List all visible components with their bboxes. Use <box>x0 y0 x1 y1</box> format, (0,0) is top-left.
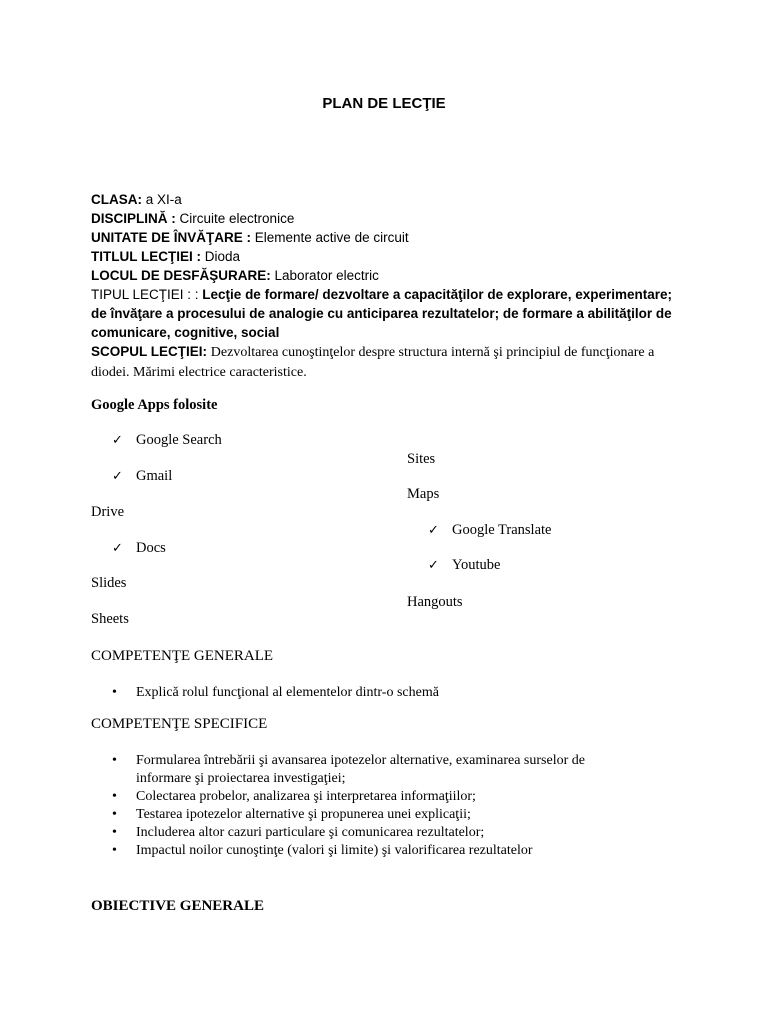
titlul-value: Dioda <box>204 249 241 264</box>
titlul-label: TITLUL LECŢIEI : <box>91 249 201 264</box>
app-docs <box>112 540 166 557</box>
check-icon: ✓ <box>428 522 439 537</box>
list-item: • Colectarea probelor, analizarea şi interpretarea informaţiilor; <box>112 788 632 806</box>
app-label: Maps <box>407 486 440 502</box>
info-tipul <box>91 285 681 342</box>
app-label: Slides <box>91 575 127 591</box>
tipul-value: Lecţie de formare/ dezvoltare a capacităţilor de explorare, experimentare; de învăţare a procesului de analogie cu anticiparea rezultatelor; de formare a abilităţilor de comunicare, cognitive, social <box>91 287 672 340</box>
check-icon: ✓ <box>112 540 123 555</box>
scopul-label: SCOPUL LECŢIEI: <box>91 344 208 359</box>
app-google-search <box>112 432 222 449</box>
info-clasa <box>91 190 681 209</box>
app-label: Docs <box>136 540 166 556</box>
page-title: PLAN DE LECŢIE <box>322 95 446 112</box>
clasa-value: a XI-a <box>145 192 182 207</box>
app-sites <box>407 451 435 468</box>
info-scopul <box>91 342 681 382</box>
competente-generale-heading: COMPETENŢE GENERALE <box>91 648 274 664</box>
app-label: Google Search <box>136 432 222 448</box>
list-item: • Impactul noilor cunoştinţe (valori şi limite) şi valorificarea rezultatelor <box>112 842 632 860</box>
app-hangouts <box>407 594 463 611</box>
app-label: Sites <box>407 451 436 467</box>
app-label: Drive <box>91 504 125 520</box>
disciplina-label: DISCIPLINĂ : <box>91 211 176 226</box>
unitate-value: Elemente active de circuit <box>254 230 409 245</box>
clasa-label: CLASA: <box>91 192 142 207</box>
unitate-label: UNITATE DE ÎNVĂŢARE : <box>91 230 251 245</box>
app-label: Hangouts <box>407 594 463 610</box>
info-unitate <box>91 228 681 247</box>
app-gmail <box>112 468 172 485</box>
app-label: Youtube <box>452 557 501 573</box>
app-slides <box>91 575 126 592</box>
scopul-value-1: Dezvoltarea cunoştinţelor despre structura internă şi principiul de funcţionare a <box>210 345 655 360</box>
app-google-translate <box>428 522 551 539</box>
info-locul <box>91 266 681 285</box>
list-item: • Explică rolul funcţional al elementelor dintr-o schemă <box>112 684 632 702</box>
competente-specifice-list <box>112 752 632 860</box>
disciplina-value: Circuite electronice <box>179 211 295 226</box>
locul-label: LOCUL DE DESFĂŞURARE: <box>91 268 271 283</box>
check-icon: ✓ <box>112 432 123 447</box>
check-icon: ✓ <box>112 468 123 483</box>
list-item: • Includerea altor cazuri particulare şi comunicarea rezultatelor; <box>112 824 632 842</box>
lesson-info <box>91 190 681 382</box>
competente-generale-list <box>112 684 632 702</box>
scopul-value-2: diodei. Mărimi electrice caracteristice. <box>91 365 307 380</box>
app-label: Gmail <box>136 468 173 484</box>
app-label: Sheets <box>91 611 129 627</box>
app-drive <box>91 504 124 521</box>
apps-heading: Google Apps folosite <box>91 397 218 413</box>
info-titlul <box>91 247 681 266</box>
check-icon: ✓ <box>428 557 439 572</box>
app-youtube <box>428 557 500 574</box>
app-sheets <box>91 611 129 628</box>
app-label: Google Translate <box>452 522 552 538</box>
locul-value: Laborator electric <box>274 268 379 283</box>
info-disciplina <box>91 209 681 228</box>
competente-specifice-heading: COMPETENŢE SPECIFICE <box>91 716 268 732</box>
obiective-generale-heading: OBIECTIVE GENERALE <box>91 898 264 914</box>
tipul-label: TIPUL LECŢIEI : : <box>91 287 199 302</box>
list-item: • Formularea întrebării şi avansarea ipotezelor alternative, examinarea surselor de informare şi proiectarea investigaţiei; <box>112 752 632 788</box>
list-item: • Testarea ipotezelor alternative şi propunerea unei explicaţii; <box>112 806 632 824</box>
app-maps <box>407 486 439 503</box>
